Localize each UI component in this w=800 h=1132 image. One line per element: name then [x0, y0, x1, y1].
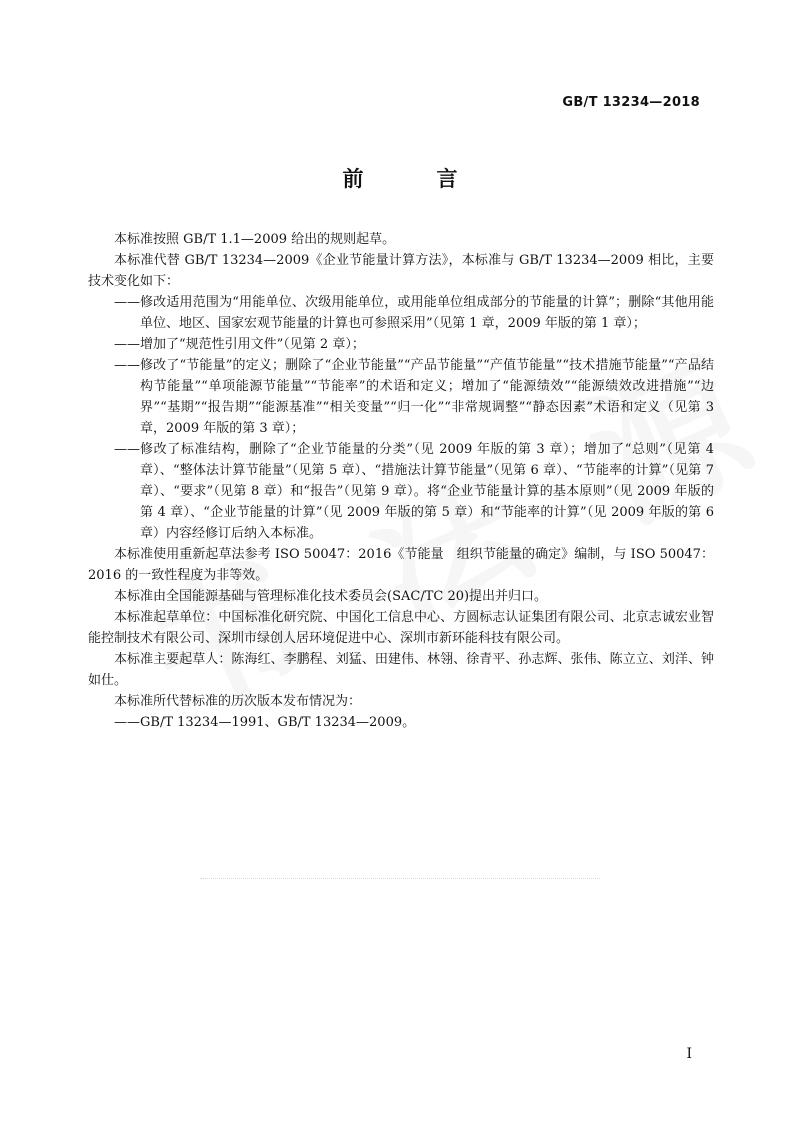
page-title: 前 言 [342, 167, 484, 191]
change-item [88, 355, 714, 439]
dash-mark: —— [114, 358, 140, 373]
standard-code: GB/T 13234—2018 [562, 95, 700, 110]
history-item [88, 712, 714, 733]
change-item-text: 修改了标准结构，删除了“企业节能量的分类”（见 2009 年版的第 3 章）；增加了“总则”（见第 4 章）、“整体法计算节能量”（见第 5 章）、“措施法计算节能量”（见第 6 章）、“节能率的计算”（见第 7 章）、“要求”（见第 8 章）和“报告”（见第 9 章）。将“企业节能量计算的基本原则”（见 2009 年版的第 4 章）、“企业节能量的计算”（见 2009 年版的第 5 章）和“节能率的计算”（见 2009 年版的第 6 章）内容经修订后纳入本标准。 [140, 442, 714, 541]
paragraph-history-intro: 本标准所代替标准的历次版本发布情况为： [114, 694, 362, 709]
dash-mark: —— [114, 442, 140, 457]
scan-noise-divider [200, 878, 600, 883]
change-item-text: 修改适用范围为“用能单位、次级用能单位，或用能单位组成部分的节能量的计算”；删除“其他用能单位、地区、国家宏观节能量的计算也可参照采用”（见第 1 章，2009 年版的第 1 章）； [140, 295, 714, 331]
paragraph-drafting-rules: 本标准按照 GB/T 1.1—2009 给出的规则起草。 [114, 232, 396, 247]
paragraph-drafting-units: 本标准起草单位：中国标准化研究院、中国化工信息中心、方圆标志认证集团有限公司、北京志诚宏业智能控制技术有限公司、深圳市绿创人居环境促进中心、深圳市新环能科技有限公司。 [88, 610, 714, 646]
paragraph-replacement: 本标准代替 GB/T 13234—2009《企业节能量计算方法》，本标准与 GB/T 13234—2009 相比，主要技术变化如下： [88, 253, 714, 289]
dash-mark: —— [114, 715, 140, 730]
change-item [88, 439, 714, 544]
change-item-text: 修改了“节能量”的定义；删除了“企业节能量”“产品节能量”“产值节能量”“技术措施节能量”“产品结构节能量”“单项能源节能量”“节能率”的术语和定义；增加了“能源绩效”“能源绩效改进措施”“边界”“基期”“报告期”“能源基准”“相关变量”“归一化”“非常规调整”“静态因素”术语和定义（见第 3 章，2009 年版的第 3 章）； [140, 358, 714, 436]
change-item [88, 292, 714, 334]
paragraph-drafters: 本标准主要起草人：陈海红、李鹏程、刘猛、田建伟、林翎、徐青平、孙志辉、张伟、陈立立、刘洋、钟如仕。 [88, 652, 714, 688]
foreword-body [88, 229, 714, 733]
change-item [88, 334, 714, 355]
dash-mark: —— [114, 295, 140, 310]
change-item-text: 增加了“规范性引用文件”（见第 2 章）； [140, 337, 365, 352]
history-item-text: GB/T 13234—1991、GB/T 13234—2009。 [140, 715, 416, 730]
page-number: I [686, 1046, 692, 1062]
dash-mark: —— [114, 337, 140, 352]
paragraph-proposer: 本标准由全国能源基础与管理标准化技术委员会(SAC/TC 20)提出并归口。 [114, 589, 548, 604]
paragraph-iso-reference: 本标准使用重新起草法参考 ISO 50047：2016《节能量 组织节能量的确定》编制，与 ISO 50047：2016 的一致性程度为非等效。 [88, 547, 714, 583]
